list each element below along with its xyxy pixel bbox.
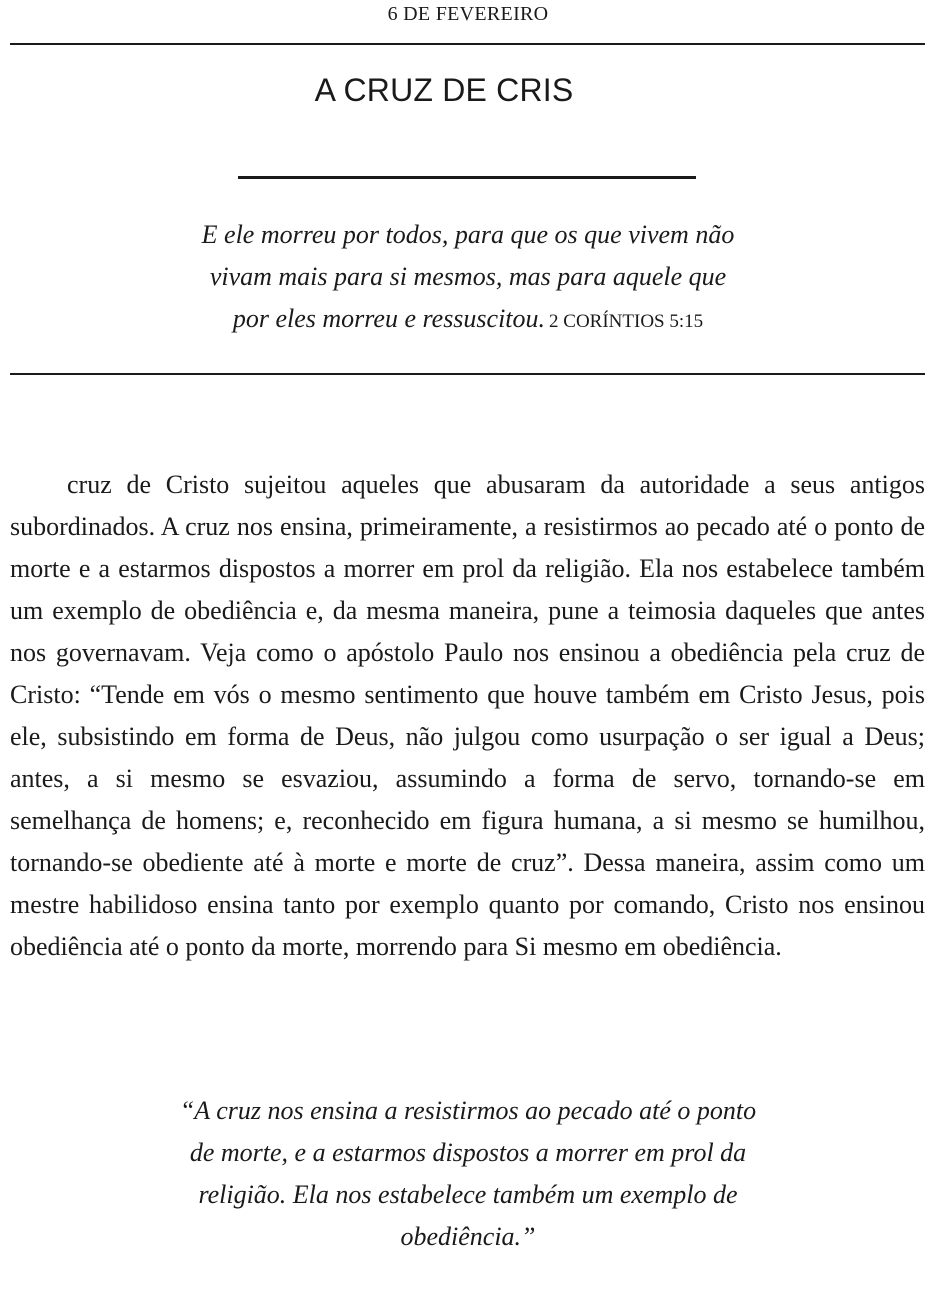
pull-quote-line: religião. Ela nos estabelece também um exemplo de xyxy=(198,1180,738,1209)
epigraph-last-text: por eles morreu e ressuscitou. xyxy=(232,304,546,333)
pull-quote-line: obediência.” xyxy=(400,1222,536,1251)
section-divider xyxy=(10,373,925,375)
pull-quote-line: de morte, e a estarmos dispostos a morrer em prol da xyxy=(189,1138,747,1167)
epigraph-line: vivam mais para si mesmos, mas para aquele que xyxy=(209,262,727,291)
epigraph xyxy=(120,214,816,343)
page-header-date: 6 DE FEVEREIRO xyxy=(387,3,549,25)
top-divider xyxy=(10,43,925,45)
epigraph-line xyxy=(120,298,816,343)
epigraph-reference: 2 CORÍNTIOS 5:15 xyxy=(549,311,704,332)
pull-quote-line: “A cruz nos ensina a resistirmos ao pecado até o ponto xyxy=(179,1096,757,1125)
epigraph-line: E ele morreu por todos, para que os que vivem não xyxy=(201,220,735,249)
page-title: A CRUZ DE CRIS xyxy=(314,72,574,108)
body-paragraph: cruz de Cristo sujeitou aqueles que abusaram da autoridade a seus antigos subordinados. A cruz nos ensina, primeiramente, a resistirmos ao pecado até o ponto de morte e a estarmos dispostos a morrer em prol da religião. Ela nos estabelece também um exemplo de obediência e, da mesma maneira, pune a teimosia daqueles que antes nos governavam. Veja como o apóstolo Paulo nos ensinou a obediência pela cruz de Cristo: “Tende em vós o mesmo sentimento que houve também em Cristo Jesus, pois ele, subsistindo em forma de Deus, não julgou como usurpação o ser igual a Deus; antes, a si mesmo se esvaziou, assumindo a forma de servo, tornando-se em semelhança de homens; e, reconhecido em figura humana, a si mesmo se humilhou, tornando-se obediente até à morte e morte de cruz”. Dessa maneira, assim como um mestre habilidoso ensina tanto por exemplo quanto por comando, Cristo nos ensinou obediência até o ponto da morte, morrendo para Si mesmo em obediência. xyxy=(10,470,925,961)
title-divider xyxy=(238,176,696,179)
pull-quote xyxy=(140,1090,796,1258)
